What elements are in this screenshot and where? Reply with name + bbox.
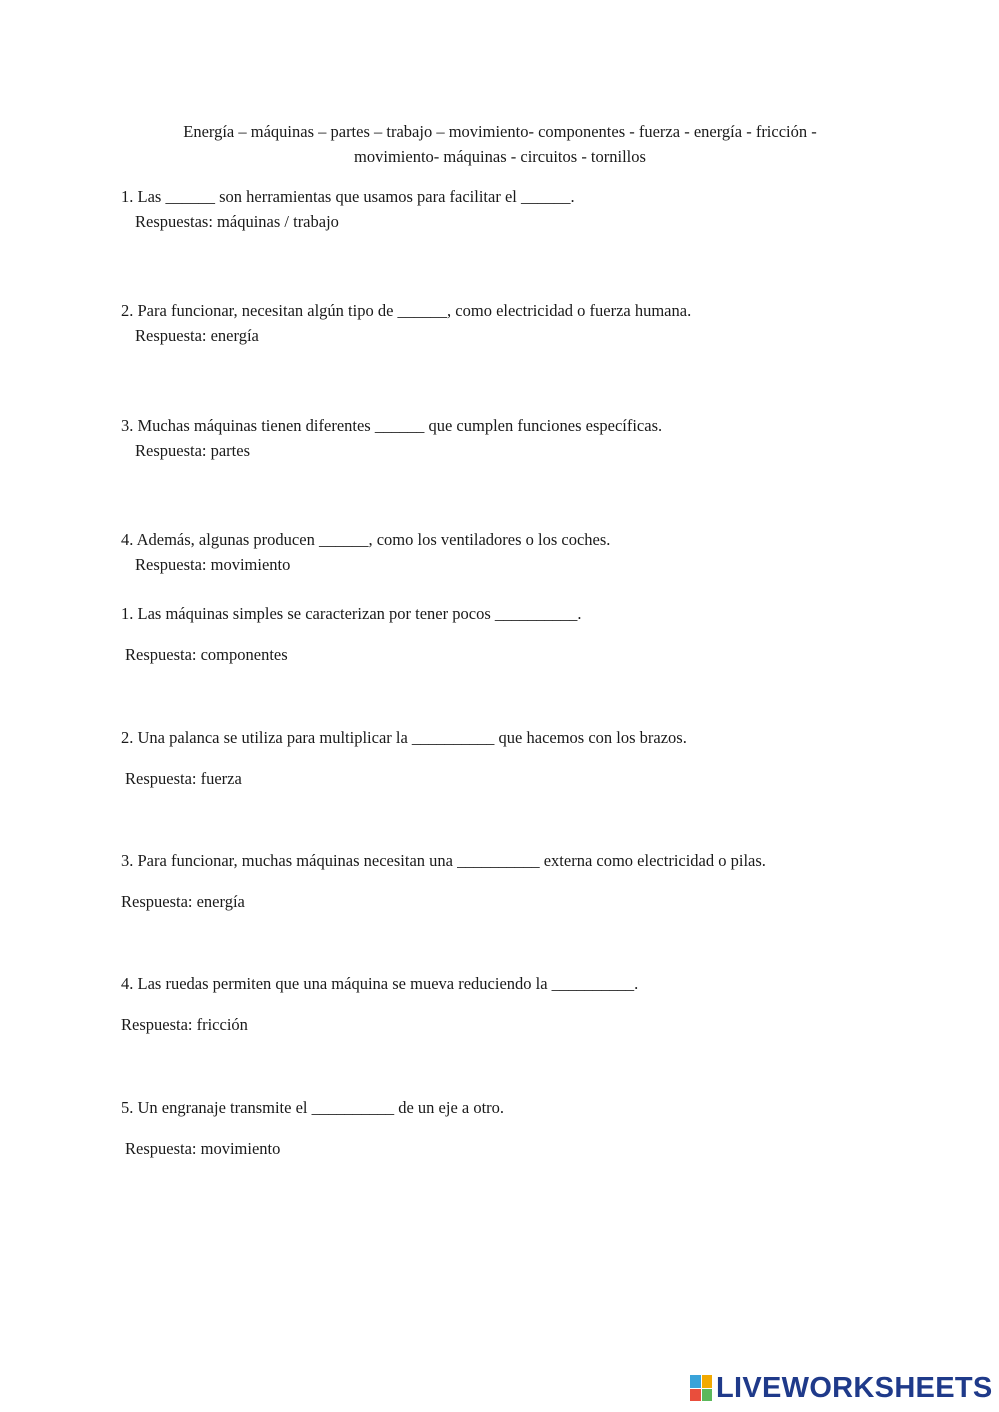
question-2-4: 4. Las ruedas permiten que una máquina se mueva reduciendo la __________.: [121, 974, 639, 993]
answer-1-1: Respuestas: máquinas / trabajo: [135, 212, 339, 231]
answer-2-2: Respuesta: fuerza: [125, 769, 242, 788]
answer-1-4: Respuesta: movimiento: [135, 555, 291, 574]
word-bank-line-1: Energía – máquinas – partes – trabajo – movimiento- componentes - fuerza - energía - fricción -: [183, 122, 817, 141]
question-2-3: 3. Para funcionar, muchas máquinas necesitan una __________ externa como electricidad o pilas.: [121, 851, 766, 870]
question-1-2: 2. Para funcionar, necesitan algún tipo de ______, como electricidad o fuerza humana.: [121, 301, 692, 320]
word-bank: [130, 119, 870, 169]
answer-1-2: Respuesta: energía: [135, 326, 259, 345]
question-1-3: 3. Muchas máquinas tienen diferentes ______ que cumplen funciones específicas.: [121, 416, 663, 435]
liveworksheets-logo-icon: [690, 1375, 712, 1401]
question-2-1: 1. Las máquinas simples se caracterizan por tener pocos __________.: [121, 604, 582, 623]
word-bank-line-2: movimiento- máquinas - circuitos - tornillos: [354, 147, 646, 166]
question-2-2: 2. Una palanca se utiliza para multiplicar la __________ que hacemos con los brazos.: [121, 728, 687, 747]
answer-2-1: Respuesta: componentes: [125, 645, 288, 664]
answer-2-4: Respuesta: fricción: [121, 1015, 248, 1034]
answer-2-5: Respuesta: movimiento: [125, 1139, 281, 1158]
question-1-1: 1. Las ______ son herramientas que usamos para facilitar el ______.: [121, 187, 575, 206]
answer-1-3: Respuesta: partes: [135, 441, 251, 460]
question-1-4: 4. Además, algunas producen ______, como los ventiladores o los coches.: [121, 530, 611, 549]
question-2-5: 5. Un engranaje transmite el __________ de un eje a otro.: [121, 1098, 505, 1117]
logo-text: LIVEWORKSHEETS: [716, 1371, 993, 1404]
answer-2-3: Respuesta: energía: [121, 892, 245, 911]
liveworksheets-logo: [690, 1372, 993, 1404]
